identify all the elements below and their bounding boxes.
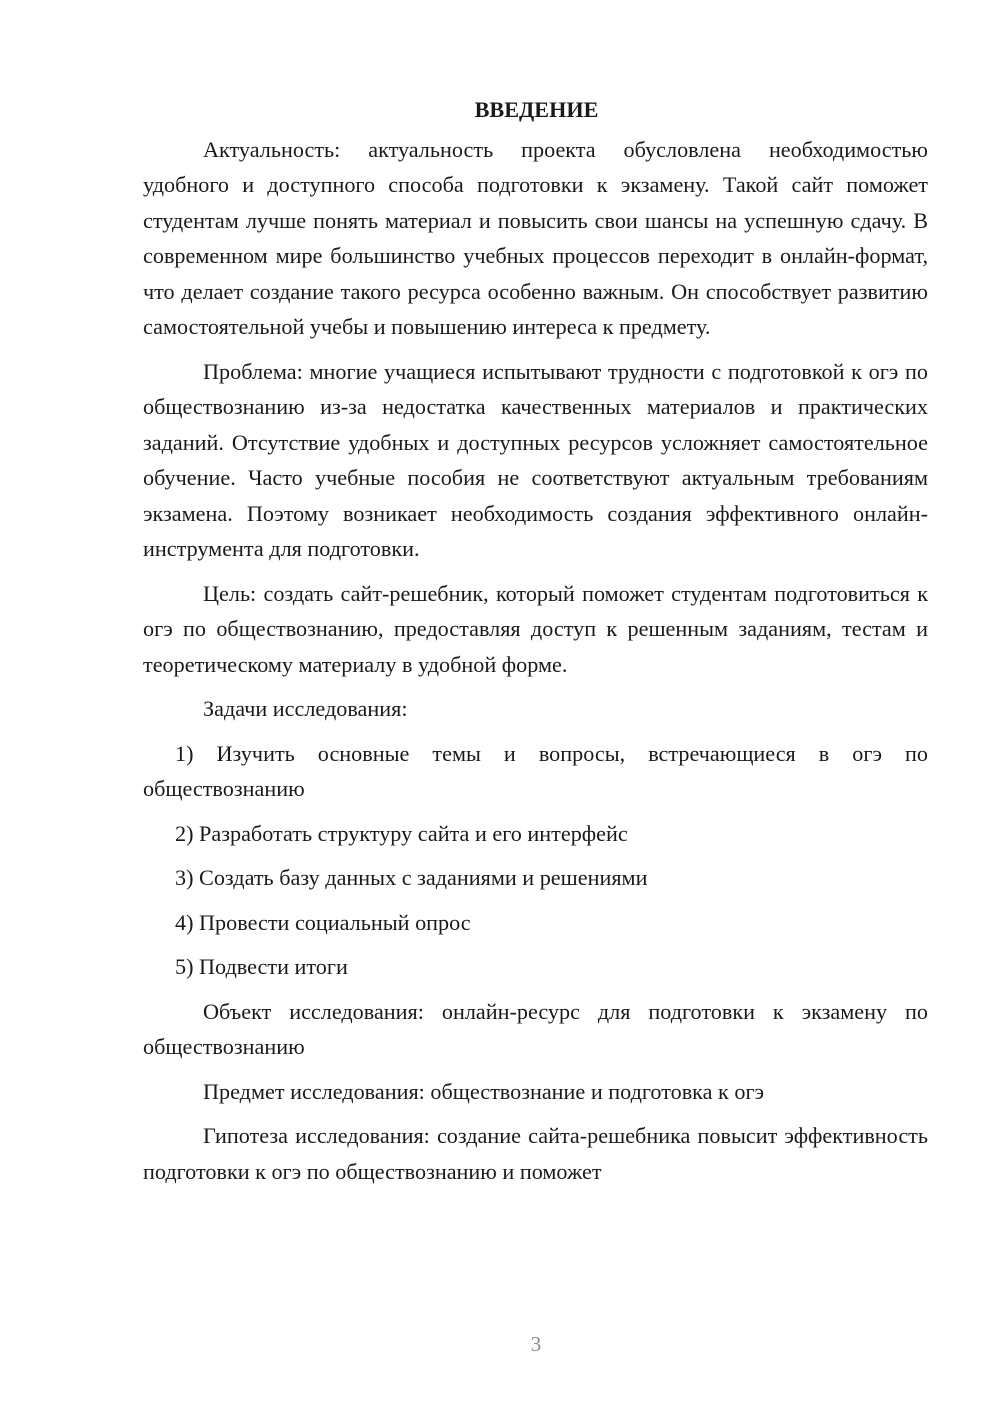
task-item: 3) Создать базу данных с заданиями и решениями [175,865,648,890]
object-paragraph: Объект исследования: онлайн-ресурс для подготовки к экзамену по обществознанию [143,998,928,1059]
task-item: 1) Изучить основные темы и вопросы, встречающиеся в огэ по обществознанию [143,740,928,801]
task-item: 4) Провести социальный опрос [175,909,471,935]
tasks-title: Задачи исследования: [203,696,408,721]
subject-paragraph: Предмет исследования: обществознание и подготовка к огэ [203,1078,765,1104]
goal-paragraph: Цель: создать сайт-решебник, который поможет студентам подготовиться к огэ по обществознанию, предоставляя доступ к решенным заданиям, тестам и теоретическому материалу в удобной форме. [143,580,928,677]
problem-paragraph: Проблема: многие учащиеся испытывают трудности с подготовкой к огэ по обществознанию из-за недостатка качественных материалов и практических заданий. Отсутствие удобных и доступных ресурсов усложняет самостоятельное обучение. Часто учебные пособия не соответствуют актуальным требованиям экзамена. Поэтому возникает необходимость создания эффективного онлайн-инструмента для подготовки. [143,358,928,561]
relevance-paragraph: Актуальность: актуальность проекта обусловлена необходимостью удобного и доступного способа подготовки к экзамену. Такой сайт поможет студентам лучше понять материал и повысить свои шансы на успешную сдачу. В современном мире большинство учебных процессов переходит в онлайн-формат, что делает создание такого ресурса особенно важным. Он способствует развитию самостоятельной учебы и повышению интереса к предмету. [143,136,928,339]
section-heading: ВВЕДЕНИЕ [474,97,599,122]
page-number: 3 [530,1332,542,1356]
page-body [143,92,928,1189]
task-item: 2) Разработать структуру сайта и его интерфейс [175,820,628,846]
task-item: 5) Подвести итоги [175,954,348,979]
hypothesis-paragraph: Гипотеза исследования: создание сайта-решебника повысит эффективность подготовки к огэ по обществознанию и поможет [143,1123,928,1184]
